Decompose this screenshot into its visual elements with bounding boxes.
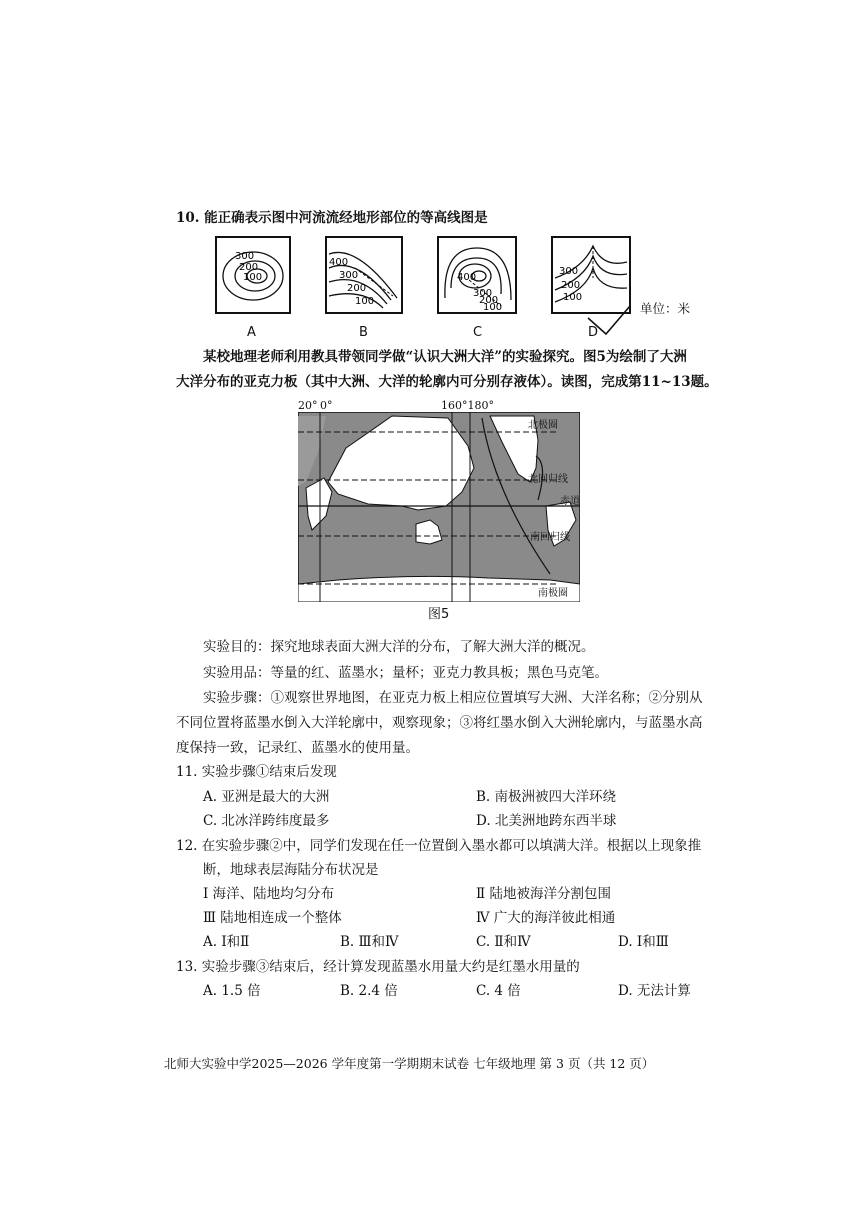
unit-label: 单位：米 — [640, 301, 691, 316]
experiment-steps-3: 度保持一致，记录红、蓝墨水的使用量。 — [176, 740, 419, 756]
experiment-purpose: 实验目的：探究地球表面大洲大洋的分布，了解大洲大洋的概况。 — [203, 639, 595, 655]
contour-b-label-3: 100 — [355, 296, 375, 307]
q10-stem: 10. 能正确表示图中河流流经地形部位的等高线图是 — [176, 210, 488, 226]
intro-line-2: 大洋分布的亚克力板（其中大洲、大洋的轮廓内可分别存液体）。读图，完成第11~13题。 — [176, 374, 718, 390]
q11-option-d[interactable]: D. 北美洲地跨东西半球 — [476, 813, 617, 829]
lat-label-tropic-capricorn: 南回归线 — [530, 532, 570, 543]
contour-b-label-0: 400 — [329, 257, 349, 268]
contour-map-c — [437, 236, 517, 314]
q12-stem-1: 12. 在实验步骤②中，同学们发现在任一位置倒入墨水都可以填满大洋。根据以上现象推 — [176, 838, 702, 854]
contour-map-a — [215, 236, 291, 314]
q13-option-d[interactable]: D. 无法计算 — [618, 983, 691, 999]
q12-statement-i: Ⅰ 海洋、陆地均匀分布 — [203, 886, 335, 902]
contour-a-label-1: 200 — [239, 262, 259, 273]
contour-c-label-3: 100 — [483, 302, 503, 312]
page-footer: 北师大实验中学2025—2026 学年度第一学期期末试卷 七年级地理 第 3 页（共 12 页） — [164, 1056, 655, 1071]
option-b-label: B — [359, 325, 368, 340]
lat-label-equator: 赤道 — [560, 496, 580, 507]
q12-statement-ii: Ⅱ 陆地被海洋分割包围 — [476, 886, 611, 902]
contour-d-label-0: 300 — [559, 266, 579, 277]
q11-option-a[interactable]: A. 亚洲是最大的大洲 — [203, 789, 330, 805]
contour-a-label-2: 100 — [243, 272, 263, 283]
q12-option-c[interactable]: C. Ⅱ和Ⅳ — [476, 934, 531, 950]
experiment-steps-1: 实验步骤：①观察世界地图，在亚克力板上相应位置填写大洲、大洋名称；②分别从 — [203, 690, 703, 706]
lat-label-tropic-cancer: 北回归线 — [528, 474, 568, 485]
q13-stem: 13. 实验步骤③结束后，经计算发现蓝墨水用量大约是红墨水用量的 — [176, 959, 580, 975]
q11-option-b[interactable]: B. 南极洲被四大洋环绕 — [476, 789, 617, 805]
lon-label-20: 20° — [298, 399, 318, 412]
contour-c-label-2: 200 — [479, 295, 499, 306]
contour-b-label-1: 300 — [339, 270, 359, 281]
contour-c-label-1: 300 — [473, 288, 493, 299]
lat-label-antarctic-circle: 南极圈 — [538, 588, 568, 599]
contour-b-label-2: 200 — [347, 283, 367, 294]
option-c-label: C — [473, 325, 483, 340]
lat-label-arctic-circle: 北极圈 — [528, 420, 558, 431]
contour-a-label-0: 300 — [235, 251, 255, 262]
q12-option-a[interactable]: A. Ⅰ和Ⅱ — [203, 934, 250, 950]
contour-d-label-2: 100 — [563, 292, 583, 303]
q13-option-c[interactable]: C. 4 倍 — [476, 983, 521, 999]
experiment-steps-2: 不同位置将蓝墨水倒入大洋轮廓中，观察现象；③将红墨水倒入大洲轮廓内，与蓝墨水高 — [176, 715, 703, 731]
acrylic-world-map — [298, 412, 580, 602]
contour-c-label-0: 400 — [457, 272, 477, 283]
option-d-label: D — [588, 325, 599, 340]
q12-option-b[interactable]: B. Ⅲ和Ⅳ — [340, 934, 399, 950]
contour-d-label-1: 200 — [561, 280, 581, 291]
option-a-label: A — [247, 325, 256, 340]
contour-map-b — [325, 236, 403, 314]
figure-caption: 图5 — [428, 607, 450, 622]
experiment-materials: 实验用品：等量的红、蓝墨水；量杯；亚克力教具板；黑色马克笔。 — [203, 665, 608, 681]
q13-option-a[interactable]: A. 1.5 倍 — [203, 983, 261, 999]
q12-statement-iv: Ⅳ 广大的海洋彼此相通 — [476, 910, 616, 926]
intro-line-1: 某校地理老师利用教具带领同学做“认识大洲大洋”的实验探究。图5为绘制了大洲 — [203, 349, 687, 365]
q13-option-b[interactable]: B. 2.4 倍 — [340, 983, 398, 999]
lon-label-0: 0° — [320, 399, 333, 412]
q12-stem-2: 断，地球表层海陆分布状况是 — [203, 862, 379, 878]
lon-label-160-180: 160°180° — [441, 399, 494, 412]
q12-option-d[interactable]: D. Ⅰ和Ⅲ — [618, 934, 669, 950]
q12-statement-iii: Ⅲ 陆地相连成一个整体 — [203, 910, 342, 926]
q11-stem: 11. 实验步骤①结束后发现 — [176, 764, 337, 780]
q11-option-c[interactable]: C. 北冰洋跨纬度最多 — [203, 813, 330, 829]
